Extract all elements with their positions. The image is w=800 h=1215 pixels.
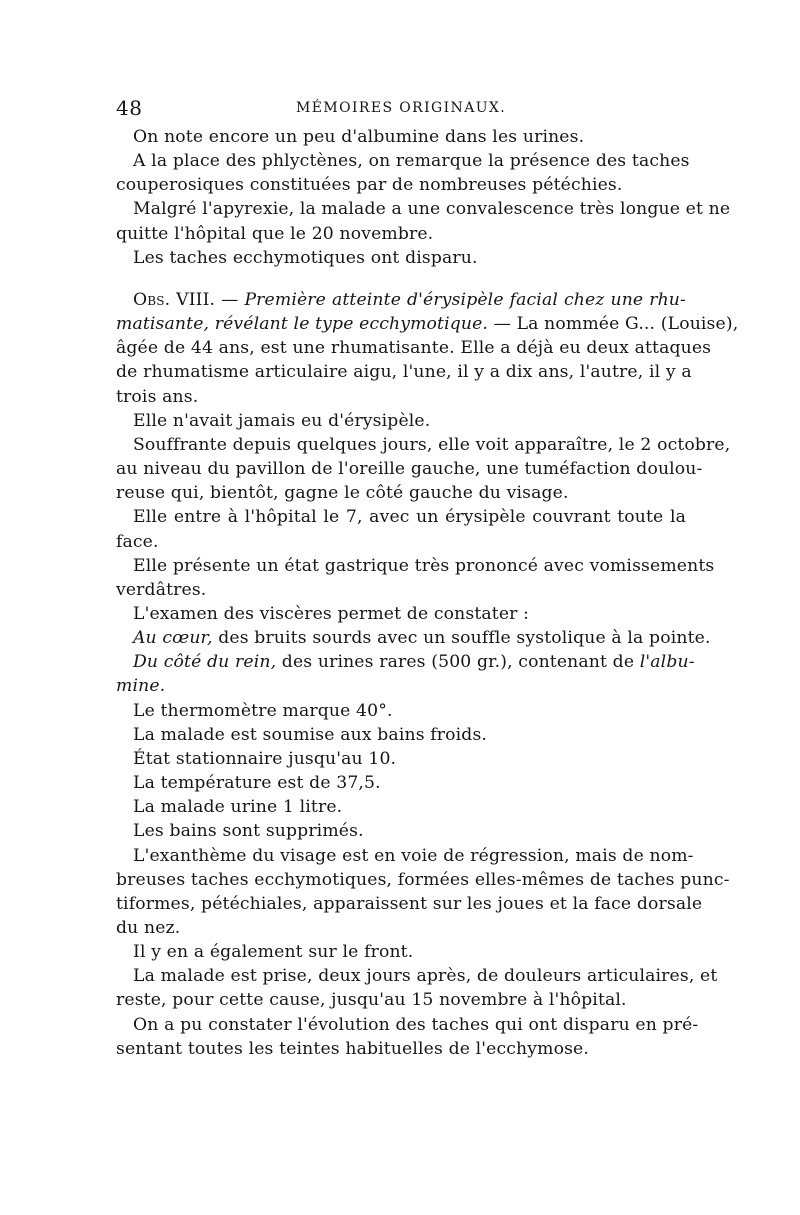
paragraph bbox=[116, 1013, 699, 1061]
paragraph bbox=[116, 125, 686, 149]
paragraph bbox=[116, 964, 718, 1012]
text-line: âgée de 44 ans, est une rhumatisante. Elle a déjà eu deux attaques bbox=[116, 338, 712, 359]
text-line: de rhumatisme articulaire aigu, l'une, il y a dix ans, l'autre, il y a bbox=[116, 362, 692, 383]
text-line: Elle entre à l'hôpital le 7, avec un érysipèle couvrant toute la bbox=[133, 507, 686, 528]
paragraph bbox=[116, 771, 686, 795]
paragraph bbox=[116, 844, 730, 941]
text-line bbox=[116, 674, 686, 698]
rein-term: mine. bbox=[116, 676, 166, 697]
observation-dash: — bbox=[215, 289, 245, 310]
paragraph bbox=[116, 246, 686, 270]
paragraph bbox=[116, 505, 686, 553]
text-line: Il y en a également sur le front. bbox=[133, 942, 414, 963]
text-line: breuses taches ecchymotiques, formées elles-mêmes de taches punc- bbox=[116, 869, 730, 890]
text-line: État stationnaire jusqu'au 10. bbox=[133, 748, 397, 769]
text-line: Souffrante depuis quelques jours, elle voit apparaître, le 2 octobre, bbox=[133, 434, 731, 455]
coeur-text: des bruits sourds avec un souffle systolique à la pointe. bbox=[212, 628, 711, 649]
text-line: reste, pour cette cause, jusqu'au 15 novembre à l'hôpital. bbox=[116, 990, 627, 1011]
page-header bbox=[116, 96, 686, 122]
text-line: La malade urine 1 litre. bbox=[133, 797, 343, 818]
text-line: tiformes, pétéchiales, apparaissent sur les joues et la face dorsale bbox=[116, 893, 703, 914]
text-line: Malgré l'apyrexie, la malade a une convalescence très longue et ne bbox=[133, 199, 731, 220]
observation-heading bbox=[116, 288, 739, 409]
paragraph bbox=[116, 699, 686, 723]
text-line: La malade est soumise aux bains froids. bbox=[133, 724, 488, 745]
paragraph bbox=[116, 747, 686, 771]
section-gap bbox=[116, 270, 686, 288]
paragraph bbox=[116, 650, 695, 698]
paragraph bbox=[116, 433, 731, 505]
paragraph bbox=[116, 723, 686, 747]
observation-label: Obs. VIII. bbox=[133, 289, 216, 310]
text-line: A la place des phlyctènes, on remarque la présence des taches bbox=[133, 151, 690, 172]
running-head: MÉMOIRES ORIGINAUX. bbox=[296, 100, 507, 116]
body-text bbox=[116, 125, 739, 1061]
text-line bbox=[116, 626, 711, 650]
text-line: L'exanthème du visage est en voie de régression, mais de nom- bbox=[133, 845, 694, 866]
text-line: verdâtres. bbox=[116, 579, 207, 600]
text-line: On a pu constater l'évolution des taches qui ont disparu en pré- bbox=[133, 1014, 699, 1035]
text-line: reuse qui, bientôt, gagne le côté gauche du visage. bbox=[116, 483, 569, 504]
paragraph bbox=[116, 626, 711, 650]
paragraph bbox=[116, 795, 686, 819]
text-line bbox=[116, 650, 695, 674]
coeur-label: Au cœur, bbox=[133, 628, 213, 649]
text-line: quitte l'hôpital que le 20 novembre. bbox=[116, 223, 434, 244]
text-line: On note encore un peu d'albumine dans les urines. bbox=[133, 127, 585, 147]
rein-label: Du côté du rein, bbox=[133, 652, 277, 673]
paragraph bbox=[116, 149, 690, 197]
paragraph bbox=[116, 602, 686, 626]
rein-term: l'albu- bbox=[639, 652, 695, 673]
paragraph bbox=[116, 819, 686, 843]
observation-title-part: Première atteinte d'érysipèle facial chez une rhu- bbox=[244, 289, 686, 310]
paragraph bbox=[116, 409, 686, 433]
text-line: Elle n'avait jamais eu d'érysipèle. bbox=[133, 410, 431, 431]
text-line: La température est de 37,5. bbox=[133, 773, 381, 794]
text-line bbox=[116, 288, 686, 312]
text-line: Les taches ecchymotiques ont disparu. bbox=[133, 247, 478, 268]
text-line: sentant toutes les teintes habituelles de l'ecchymose. bbox=[116, 1038, 589, 1059]
text-line bbox=[116, 312, 739, 336]
text-line: couperosiques constituées par de nombreuses pétéchies. bbox=[116, 175, 623, 196]
text-line: Le thermomètre marque 40°. bbox=[133, 700, 393, 721]
rein-text: des urines rares (500 gr.), contenant de bbox=[276, 652, 640, 673]
text-line: Les bains sont supprimés. bbox=[133, 821, 364, 842]
observation-title-part: matisante, révélant le type ecchymotique. bbox=[116, 314, 489, 335]
text-line: face. bbox=[116, 531, 159, 552]
text-line: La malade est prise, deux jours après, de douleurs articulaires, et bbox=[133, 966, 718, 987]
page-number: 48 bbox=[116, 96, 143, 120]
text-line: du nez. bbox=[116, 918, 181, 938]
text-line: L'examen des viscères permet de constater : bbox=[133, 603, 530, 624]
paragraph bbox=[116, 940, 686, 964]
observation-intro: — La nommée G... (Louise), bbox=[488, 314, 739, 335]
text-line: au niveau du pavillon de l'oreille gauche, une tuméfaction doulou- bbox=[116, 459, 703, 480]
paragraph bbox=[116, 554, 715, 602]
text-line: trois ans. bbox=[116, 386, 199, 407]
text-line: Elle présente un état gastrique très prononcé avec vomissements bbox=[133, 555, 715, 576]
paragraph bbox=[116, 197, 731, 245]
